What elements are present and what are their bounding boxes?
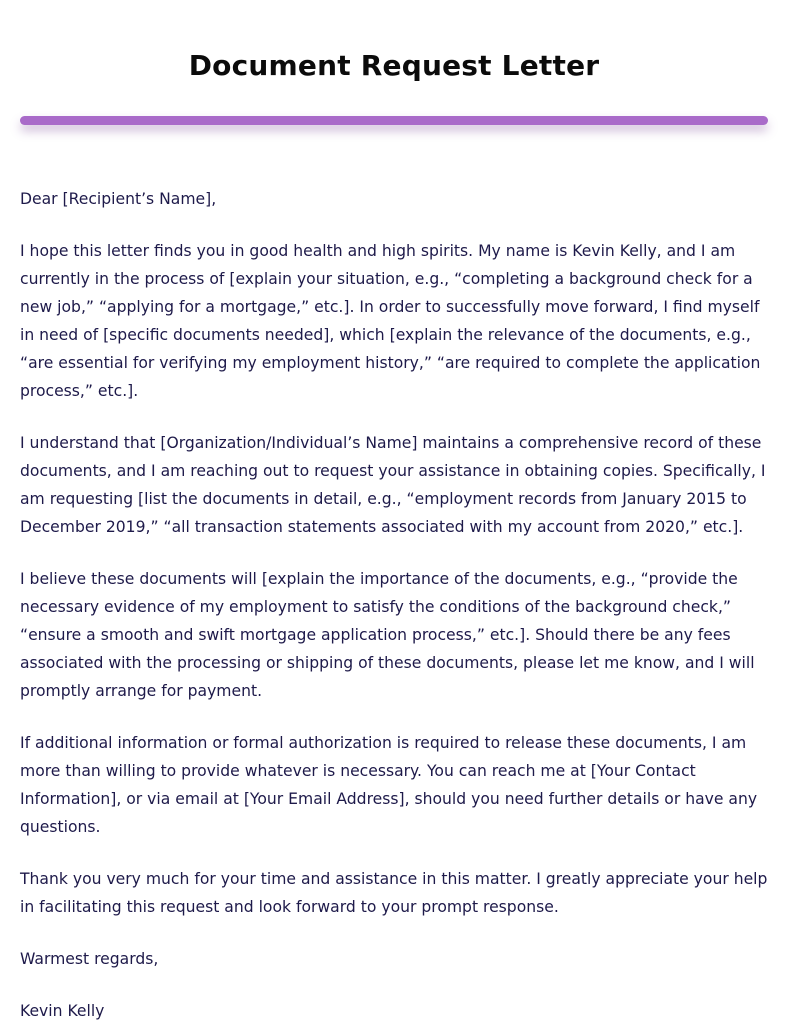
paragraph-intro: I hope this letter finds you in good health and high spirits. My name is Kevin Kelly, and I am currently in the process of [explain your situation, e.g., “completing a background check for a new job,” “applying for a mortgage,” etc.]. In order to successfully move forward, I find myself in need of [specific documents needed], which [explain the relevance of the documents, e.g., “are essential for verifying my employment history,” “are required to complete the application process,” etc.]. [20, 242, 761, 400]
paragraph-thanks: Thank you very much for your time and assistance in this matter. I greatly appreciate your help in facilitating this request and look forward to your prompt response. [20, 870, 768, 916]
paragraph-request: I understand that [Organization/Individual’s Name] maintains a comprehensive record of these documents, and I am reaching out to request your assistance in obtaining copies. Specifically, I am requesting [list the documents in detail, e.g., “employment records from January 2015 to December 2019,” “all transaction statements associated with my account from 2020,” etc.]. [20, 434, 766, 536]
salutation: Dear [Recipient’s Name], [20, 190, 217, 208]
page-title: Document Request Letter [188, 49, 600, 82]
letter-body [20, 185, 768, 1024]
title-divider [20, 116, 768, 125]
paragraph-importance: I believe these documents will [explain the importance of the documents, e.g., “provide the necessary evidence of my employment to satisfy the conditions of the background check,” “ensure a smooth and swift mortgage application process,” etc.]. Should there be any fees associated with the processing or shipping of these documents, please let me know, and I will promptly arrange for payment. [20, 570, 755, 700]
signature: Kevin Kelly [20, 1002, 105, 1020]
paragraph-contact: If additional information or formal authorization is required to release these documents, I am more than willing to provide whatever is necessary. You can reach me at [Your Contact Information], or via email at [Your Email Address], should you need further details or have any questions. [20, 734, 758, 836]
closing: Warmest regards, [20, 950, 159, 968]
